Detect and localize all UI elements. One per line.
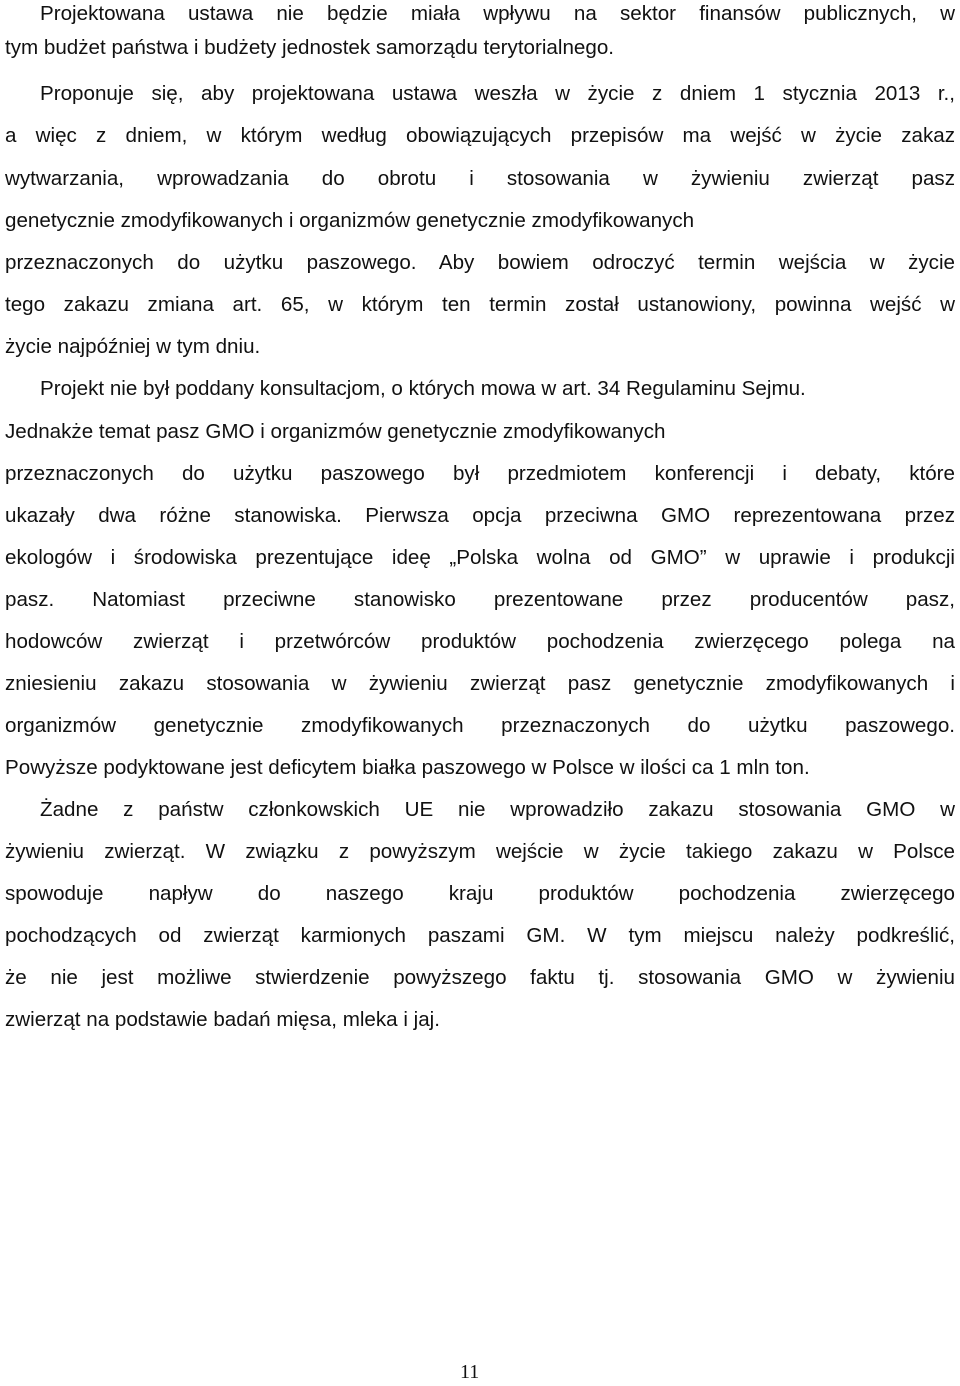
text-line: Projektowana ustawa nie będzie miała wpływu na sektor finansów publicznych, w <box>40 2 955 25</box>
text-line: Powyższe podyktowane jest deficytem białka paszowego w Polsce w ilości ca 1 mln ton. <box>5 756 810 779</box>
paragraph-2-line-7 <box>5 333 955 361</box>
paragraph-2-line-3 <box>5 165 955 193</box>
paragraph-3-line-10 <box>5 754 955 782</box>
text-line: Jednakże temat pasz GMO i organizmów genetycznie zmodyfikowanych <box>5 420 666 443</box>
text-line: organizmów genetycznie zmodyfikowanych przeznaczonych do użytku paszowego. <box>5 714 955 737</box>
paragraph-2-line-1 <box>5 80 955 108</box>
paragraph-3-line-3 <box>5 460 955 488</box>
paragraph-3-line-7 <box>5 628 955 656</box>
paragraph-3-line-8 <box>5 670 955 698</box>
text-line: genetycznie zmodyfikowanych i organizmów genetycznie zmodyfikowanych <box>5 209 695 232</box>
paragraph-2-line-4 <box>5 207 955 235</box>
page-number: 11 <box>460 1361 480 1383</box>
text-line: pasz. Natomiast przeciwne stanowisko prezentowane przez producentów pasz, <box>5 588 955 611</box>
paragraph-2-line-6 <box>5 291 955 319</box>
paragraph-4-line-3 <box>5 880 955 908</box>
text-line: przeznaczonych do użytku paszowego. Aby bowiem odroczyć termin wejścia w życie <box>5 251 955 274</box>
paragraph-1-line-1 <box>5 0 955 28</box>
text-line: Projekt nie był poddany konsultacjom, o których mowa w art. 34 Regulaminu Sejmu. <box>40 377 806 400</box>
paragraph-4-line-6 <box>5 1006 955 1034</box>
paragraph-3-line-1 <box>5 375 955 403</box>
paragraph-3-line-4 <box>5 502 955 530</box>
text-line: że nie jest możliwe stwierdzenie powyższego faktu tj. stosowania GMO w żywieniu <box>5 966 955 989</box>
paragraph-4-line-1 <box>5 796 955 824</box>
text-line: wytwarzania, wprowadzania do obrotu i stosowania w żywieniu zwierząt pasz <box>5 167 955 190</box>
text-line: spowoduje napływ do naszego kraju produktów pochodzenia zwierzęcego <box>5 882 955 905</box>
paragraph-3-line-5 <box>5 544 955 572</box>
text-line: zwierząt na podstawie badań mięsa, mleka i jaj. <box>5 1008 440 1031</box>
text-line: przeznaczonych do użytku paszowego był przedmiotem konferencji i debaty, które <box>5 462 955 485</box>
text-line: tym budżet państwa i budżety jednostek samorządu terytorialnego. <box>5 36 614 59</box>
text-line: życie najpóźniej w tym dniu. <box>5 335 261 358</box>
paragraph-3-line-9 <box>5 712 955 740</box>
text-line: zniesieniu zakazu stosowania w żywieniu zwierząt pasz genetycznie zmodyfikowanych i <box>5 672 955 695</box>
text-line: a więc z dniem, w którym według obowiązujących przepisów ma wejść w życie zakaz <box>5 124 955 147</box>
paragraph-2-line-2 <box>5 122 955 150</box>
paragraph-3-line-2 <box>5 418 955 446</box>
text-line: tego zakazu zmiana art. 65, w którym ten termin został ustanowiony, powinna wejść w <box>5 293 955 316</box>
paragraph-4-line-5 <box>5 964 955 992</box>
text-line: Proponuje się, aby projektowana ustawa weszła w życie z dniem 1 stycznia 2013 r., <box>40 82 955 105</box>
text-line: żywieniu zwierząt. W związku z powyższym wejście w życie takiego zakazu w Polsce <box>5 840 955 863</box>
text-line: ukazały dwa różne stanowiska. Pierwsza opcja przeciwna GMO reprezentowana przez <box>5 504 955 527</box>
text-line: ekologów i środowiska prezentujące ideę „Polska wolna od GMO” w uprawie i produkcji <box>5 546 955 569</box>
paragraph-2-line-5 <box>5 249 955 277</box>
paragraph-1-line-2 <box>5 34 955 62</box>
paragraph-4-line-4 <box>5 922 955 950</box>
paragraph-4-line-2 <box>5 838 955 866</box>
text-line: hodowców zwierząt i przetwórców produktów pochodzenia zwierzęcego polega na <box>5 630 955 653</box>
text-line: pochodzących od zwierząt karmionych paszami GM. W tym miejscu należy podkreślić, <box>5 924 955 947</box>
paragraph-3-line-6 <box>5 586 955 614</box>
text-line: Żadne z państw członkowskich UE nie wprowadziło zakazu stosowania GMO w <box>40 798 955 821</box>
